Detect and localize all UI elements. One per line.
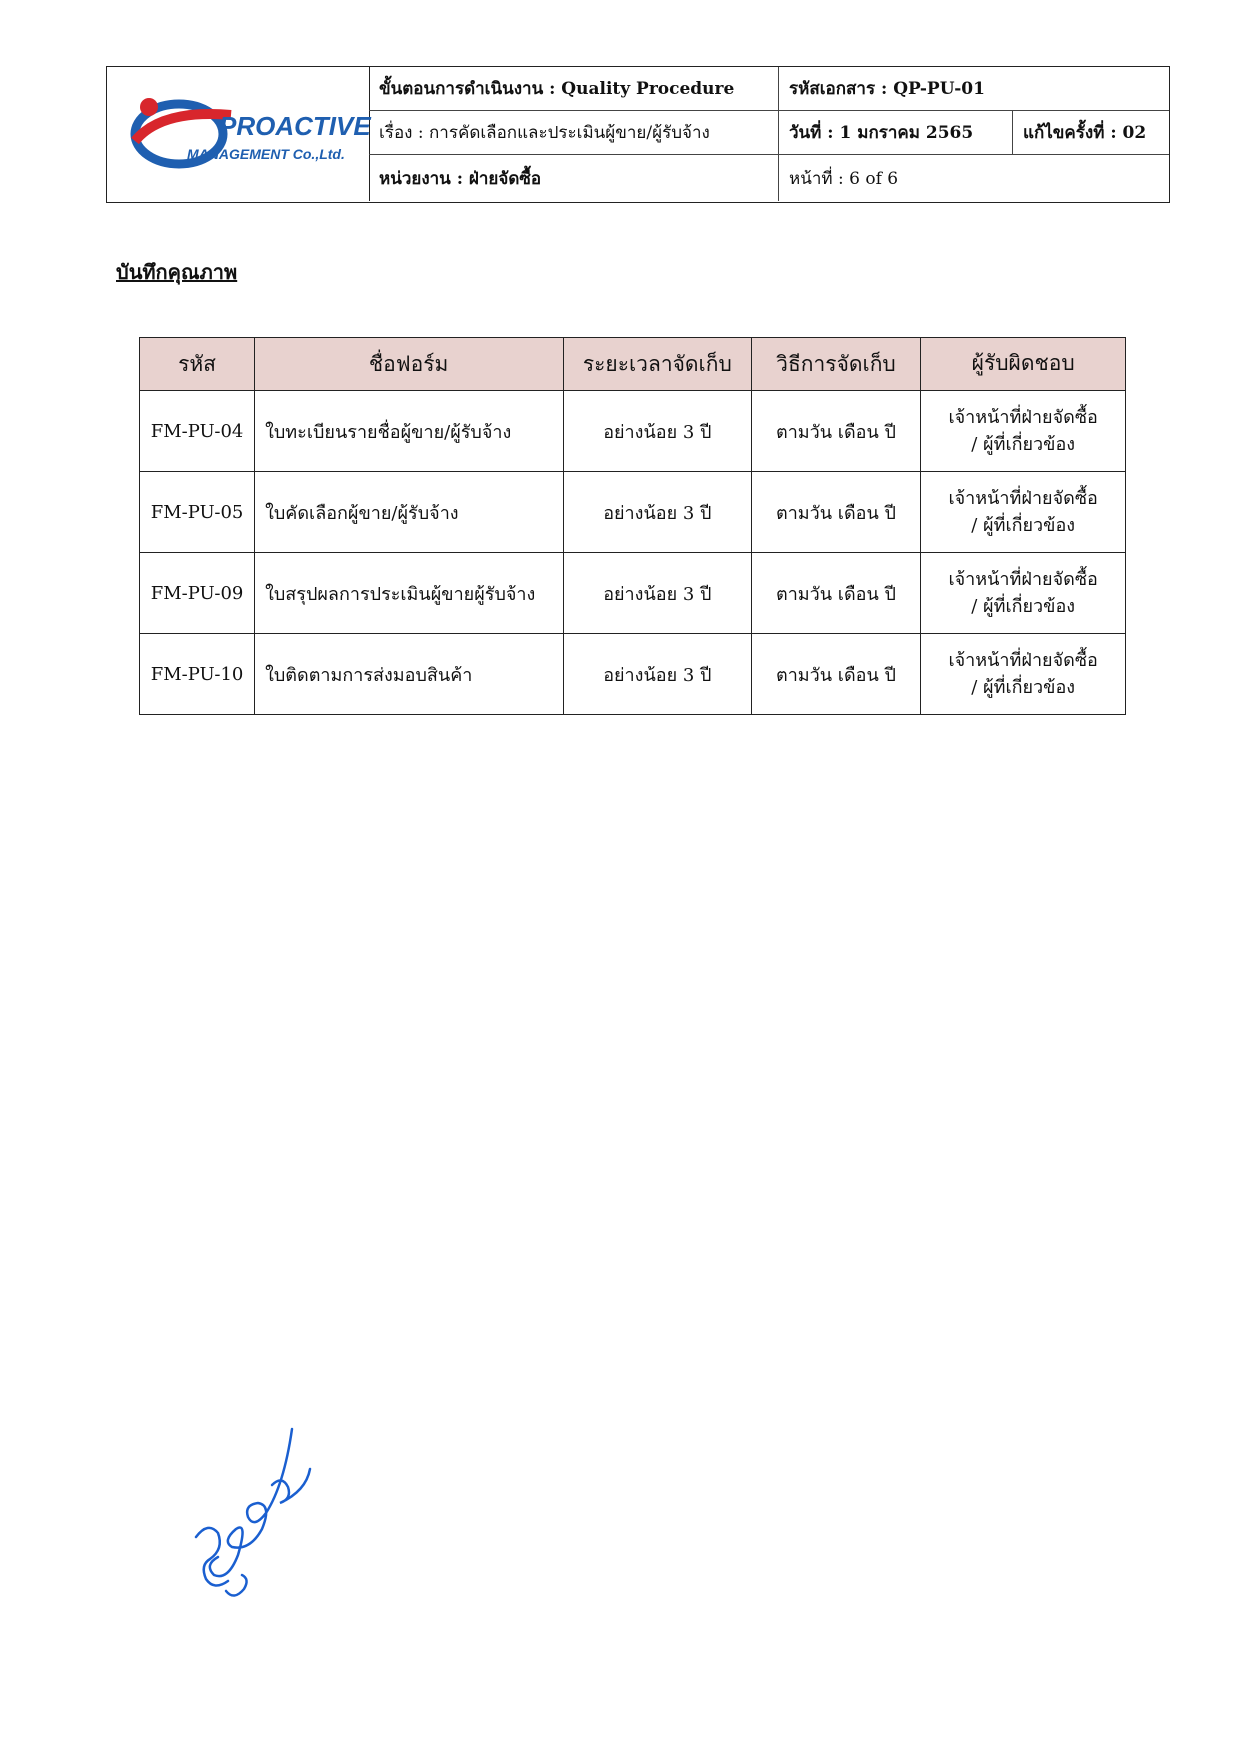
cell-form-name: ใบคัดเลือกผู้ขาย/ผู้รับจ้าง [255, 472, 564, 553]
cell-code: FM-PU-09 [140, 553, 255, 634]
cell-form-name: ใบติดตามการส่งมอบสินค้า [255, 634, 564, 715]
section-title: บันทึกคุณภาพ [116, 260, 238, 284]
department-label: หน่วยงาน : ฝ่ายจัดซื้อ [369, 155, 779, 201]
cell-retention: อย่างน้อย 3 ปี [564, 391, 751, 472]
logo-cell [107, 67, 370, 201]
cell-retention: อย่างน้อย 3 ปี [564, 472, 751, 553]
cell-owner [921, 634, 1126, 715]
revision-label: แก้ไขครั้งที่ : 02 [1023, 123, 1147, 143]
procedure-label: ขั้นตอนการดำเนินงาน : Quality Procedure [369, 67, 779, 110]
col-header-code: รหัส [140, 338, 255, 391]
cell-form-name: ใบทะเบียนรายชื่อผู้ขาย/ผู้รับจ้าง [255, 391, 564, 472]
cell-method: ตามวัน เดือน ปี [751, 553, 921, 634]
cell-method: ตามวัน เดือน ปี [751, 391, 921, 472]
cell-retention: อย่างน้อย 3 ปี [564, 634, 751, 715]
cell-code: FM-PU-05 [140, 472, 255, 553]
cell-owner [921, 553, 1126, 634]
cell-form-name: ใบสรุปผลการประเมินผู้ขายผู้รับจ้าง [255, 553, 564, 634]
table-row [140, 472, 1126, 553]
company-logo [121, 89, 371, 179]
handwritten-signature [188, 1425, 318, 1605]
cell-code: FM-PU-10 [140, 634, 255, 715]
table-header-row [140, 338, 1126, 391]
table-row [140, 391, 1126, 472]
owner-line-1: เจ้าหน้าที่ฝ่ายจัดซื้อ [948, 488, 1098, 509]
cell-owner [921, 391, 1126, 472]
owner-line-2: / ผู้ที่เกี่ยวข้อง [971, 515, 1076, 536]
owner-line-2: / ผู้ที่เกี่ยวข้อง [971, 596, 1076, 617]
col-header-form-name: ชื่อฟอร์ม [255, 338, 564, 391]
cell-code: FM-PU-04 [140, 391, 255, 472]
cell-method: ตามวัน เดือน ปี [751, 634, 921, 715]
quality-records-table [139, 337, 1126, 715]
header-row-3 [369, 155, 1169, 201]
logo-text-main: PROACTIVE [219, 111, 371, 141]
table-row [140, 553, 1126, 634]
owner-line-1: เจ้าหน้าที่ฝ่ายจัดซื้อ [948, 650, 1098, 671]
col-header-owner: ผู้รับผิดชอบ [921, 338, 1126, 391]
subject-label: เรื่อง : การคัดเลือกและประเมินผู้ขาย/ผู้รับจ้าง [369, 111, 779, 154]
page-label: หน้าที่ : 6 of 6 [789, 168, 899, 189]
col-header-retention: ระยะเวลาจัดเก็บ [564, 338, 751, 391]
cell-retention: อย่างน้อย 3 ปี [564, 553, 751, 634]
logo-text-sub: MANAGEMENT Co.,Ltd. [187, 146, 345, 162]
table-row [140, 634, 1126, 715]
header-row-2 [369, 111, 1169, 155]
document-header [106, 66, 1170, 203]
header-row-1 [369, 67, 1169, 111]
owner-line-2: / ผู้ที่เกี่ยวข้อง [971, 434, 1076, 455]
owner-line-1: เจ้าหน้าที่ฝ่ายจัดซื้อ [948, 407, 1098, 428]
owner-line-1: เจ้าหน้าที่ฝ่ายจัดซื้อ [948, 569, 1098, 590]
cell-method: ตามวัน เดือน ปี [751, 472, 921, 553]
date-label: วันที่ : 1 มกราคม 2565 [779, 111, 1013, 154]
owner-line-2: / ผู้ที่เกี่ยวข้อง [971, 677, 1076, 698]
col-header-method: วิธีการจัดเก็บ [751, 338, 921, 391]
cell-owner [921, 472, 1126, 553]
doc-code-label: รหัสเอกสาร : QP-PU-01 [789, 79, 985, 99]
